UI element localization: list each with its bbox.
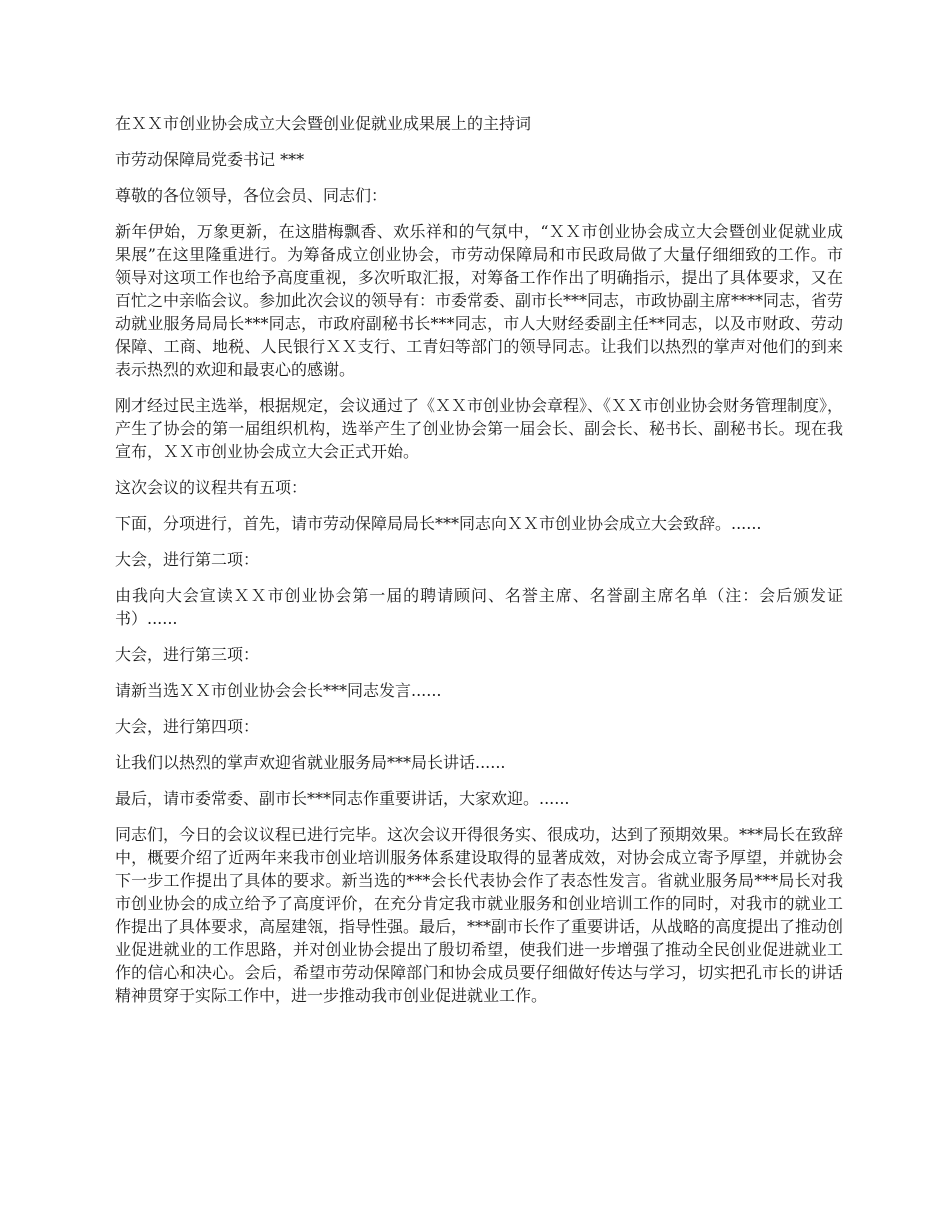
paragraph-greeting: 尊敬的各位领导，各位会员、同志们： [115,186,388,205]
paragraph-item-four: 让我们以热烈的掌声欢迎省就业服务局***局长讲话...... [115,753,506,772]
paragraph-item-three-heading: 大会，进行第三项： [115,645,260,664]
paragraph-item-three: 请新当选ＸＸ市创业协会会长***同志发言...... [115,681,442,700]
paragraph-item-one: 下面，分项进行，首先，请市劳动保障局局长***同志向ＸＸ市创业协会成立大会致辞。...... [115,514,762,533]
document-title: 在ＸＸ市创业协会成立大会暨创业促就业成果展上的主持词 [115,114,532,133]
paragraph-item-four-heading: 大会，进行第四项： [115,717,260,736]
paragraph-closing: 同志们，今日的会议议程已进行完毕。这次会议开得很务实、很成功，达到了预期效果。***局长在致辞中，概要介绍了近两年来我市创业培训服务体系建设取得的显著成效，对协会成立寄予厚望，并就协会下一步工作提出了具体的要求。新当选的***会长代表协会作了表态性发言。省就业服务局***局长对我市创业协会的成立给予了高度评价，在充分肯定我市就业服务和创业培训工作的同时，对我市的就业工作提出了具体要求，高屋建瓴，指导性强。最后，***副市长作了重要讲话，从战略的高度提出了推动创业促进就业的工作思路，并对创业协会提出了殷切希望，使我们进一步增强了推动全民创业促进就业工作的信心和决心。会后，希望市劳动保障部门和协会成员要仔细做好传达与学习，切实把孔市长的讲话精神贯穿于实际工作中，进一步推动我市创业促进就业工作。 [115,825,844,1005]
paragraph-opening: 新年伊始，万象更新，在这腊梅飘香、欢乐祥和的气氛中，“ＸＸ市创业协会成立大会暨创业促就业成果展”在这里隆重进行。为筹备成立创业协会，市劳动保障局和市民政局做了大量仔细细致的工作。市领导对这项工作也给予高度重视，多次听取汇报，对筹备工作作出了明确指示，提出了具体要求，又在百忙之中亲临会议。参加此次会议的领导有：市委常委、副市长***同志，市政协副主席****同志，省劳动就业服务局局长***同志，市政府副秘书长***同志，市人大财经委副主任**同志，以及市财政、劳动保障、工商、地税、人民银行ＸＸ支行、工青妇等部门的领导同志。让我们以热烈的掌声对他们的到来表示热烈的欢迎和最衷心的感谢。 [115,222,844,379]
paragraph-item-two-heading: 大会，进行第二项： [115,550,260,569]
paragraph-item-two: 由我向大会宣读ＸＸ市创业协会第一届的聘请顾问、名誉主席、名誉副主席名单（注：会后颁发证书）...... [115,586,843,628]
document-body [115,112,843,1020]
paragraph-item-five: 最后，请市委常委、副市长***同志作重要讲话，大家欢迎。...... [115,789,570,808]
paragraph-election: 刚才经过民主选举，根据规定，会议通过了《ＸＸ市创业协会章程》、《ＸＸ市创业协会财务管理制度》，产生了协会的第一届组织机构，选举产生了创业协会第一届会长、副会长、秘书长、副秘书长。现在我宣布，ＸＸ市创业协会成立大会正式开始。 [115,396,844,461]
paragraph-agenda-intro: 这次会议的议程共有五项： [115,478,308,497]
document-author: 市劳动保障局党委书记 *** [115,150,305,169]
